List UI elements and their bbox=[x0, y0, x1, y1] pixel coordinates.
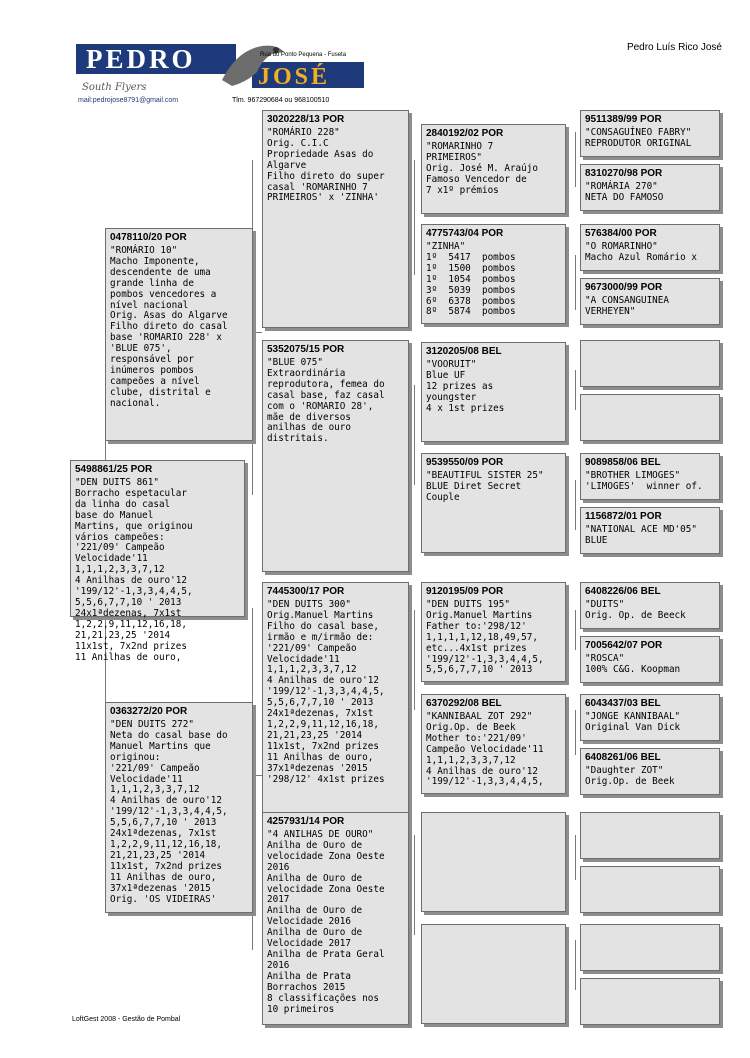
pedigree-empty bbox=[580, 978, 720, 1025]
pedigree-dam-sire bbox=[262, 582, 409, 817]
ring-number: 4257931/14 POR bbox=[267, 816, 345, 827]
connector-line bbox=[414, 160, 415, 275]
bird-description: "ROMÁRIO 228" Orig. C.I.C Propriedade Asas do Algarve Filho direto do super casal 'ROMARINHO 7 PRIMEIROS' x 'ZINHA' bbox=[267, 127, 385, 204]
ring-number: 5352075/15 POR bbox=[267, 344, 345, 355]
ring-number: 3120205/08 BEL bbox=[426, 346, 502, 357]
pedigree-dss bbox=[421, 582, 566, 682]
bird-description: "DEN DUITS 861" Borracho espetacular da linha do casal base do Manuel Martins, que originou vários campeões: '221/09' Campeão Velocidade'11 1,1,1,2,3,3,7,12 4 Anilhas de ouro'12 '199/12'-1,3,3,4,4,5, 5,5,6,7,7,10 ' 2013 24x1ªdezenas, 7x1st 1,2,2,9,11,12,16,18, 21,21,23,25 '2014 11x1st, 7x2nd prizes 11 Anilhas de ouro, bbox=[75, 477, 193, 663]
ring-number: 9089858/06 BEL bbox=[585, 457, 661, 468]
bird-description: "BLUE 075" Extraordinária reprodutora, femea do casal base, faz casal com o 'ROMARIO 28', mãe de diversos anilhas de ouro distritais. bbox=[267, 357, 385, 445]
pedigree-empty bbox=[580, 866, 720, 913]
ring-number: 2840192/02 POR bbox=[426, 128, 504, 139]
bird-description: "ROSCA" 100% C&G. Koopman bbox=[585, 653, 681, 675]
ring-number: 6370292/08 BEL bbox=[426, 698, 502, 709]
bird-description: "A CONSANGUINEA VERHEYEN" bbox=[585, 295, 669, 317]
connector-line bbox=[575, 835, 576, 880]
pedigree-empty bbox=[580, 812, 720, 859]
ring-number: 6408226/06 BEL bbox=[585, 586, 661, 597]
pedigree-ssss bbox=[580, 110, 720, 157]
pedigree-ssd bbox=[421, 224, 566, 324]
bird-description: "O ROMARINHO" Macho Azul Romário x bbox=[585, 241, 697, 263]
connector-line bbox=[575, 255, 576, 310]
pedigree-sire bbox=[105, 228, 253, 441]
ring-number: 0363272/20 POR bbox=[110, 706, 188, 717]
logo-name-top: PEDRO bbox=[86, 44, 196, 74]
pedigree-sire-sire bbox=[262, 110, 409, 328]
connector-line bbox=[414, 835, 415, 935]
pedigree-empty bbox=[421, 812, 566, 912]
bird-description: "VOORUIT" Blue UF 12 prizes as youngster 4 x 1st prizes bbox=[426, 359, 505, 414]
bird-description: "BROTHER LIMOGES" 'LIMOGES' winner of. bbox=[585, 470, 703, 492]
ring-number: 8310270/98 POR bbox=[585, 168, 663, 179]
pedigree-sire-dam bbox=[262, 340, 409, 572]
ring-number: 9539550/09 POR bbox=[426, 457, 504, 468]
pedigree-dsss bbox=[580, 582, 720, 629]
connector-line bbox=[575, 610, 576, 650]
bird-description: "NATIONAL ACE MD'05" BLUE bbox=[585, 524, 697, 546]
ring-number: 9120195/09 POR bbox=[426, 586, 504, 597]
bird-description: "DEN DUITS 272" Neta do casal base do Manuel Martins que originou: '221/09' Campeão Velocidade'11 1,1,1,2,3,3,7,12 4 Anilhas de ouro'12 '199/12'-1,3,3,4,4,5, 5,5,6,7,7,10 ' 2013 24x1ªdezenas, 7x1st 1,2,2,9,11,12,16,18, 21,21,23,25 '2014 11x1st, 7x2nd prizes 11 Anilhas de ouro, 37x1ªdezenas '2015 Orig. 'OS VIDEIRAS' bbox=[110, 719, 228, 905]
pedigree-dsd bbox=[421, 694, 566, 794]
bird-description: "ROMÁRIA 270" NETA DO FAMOSO bbox=[585, 181, 664, 203]
pedigree-subject bbox=[70, 460, 245, 663]
ring-number: 9673000/99 POR bbox=[585, 282, 663, 293]
logo-address: Rua do Ponto Pequena - Fuseta bbox=[260, 52, 347, 58]
pedigree-empty bbox=[421, 924, 566, 1024]
connector-line bbox=[575, 940, 576, 990]
bird-description: "CONSAGUÍNEO FABRY" REPRODUTOR ORIGINAL bbox=[585, 127, 692, 149]
bird-description: "BEAUTIFUL SISTER 25" BLUE Diret Secret Couple bbox=[426, 470, 544, 503]
pedigree-dssd bbox=[580, 636, 720, 683]
bird-description: "4 ANILHAS DE OURO" Anilha de Ouro de velocidade Zona Oeste 2016 Anilha de Ouro de velocidade Zona Oeste 2017 Anilha de Ouro de Velocidade 2016 Anilha de Ouro de Velocidade 2017 Anilha de Prata Geral 2016 Anilha de Prata Borrachos 2015 8 classificações nos 10 primeiros bbox=[267, 829, 385, 1015]
ring-number: 3020228/13 POR bbox=[267, 114, 345, 125]
ring-number: 6408261/06 BEL bbox=[585, 752, 661, 763]
connector-line bbox=[575, 710, 576, 755]
pedigree-sss bbox=[421, 124, 566, 214]
footer-text: LoftGest 2008 - Gestão de Pombal bbox=[72, 1016, 181, 1023]
loft-logo bbox=[72, 40, 372, 105]
connector-line bbox=[414, 610, 415, 710]
ring-number: 4775743/04 POR bbox=[426, 228, 504, 239]
logo-tagline: South Flyers bbox=[82, 82, 147, 93]
bird-description: "DEN DUITS 195" Orig.Manuel Martins Father to:'298/12' 1,1,1,1,12,18,49,57, etc...4x1st prizes '199/12'-1,3,3,4,4,5, 5,5,6,7,7,10 ' 2013 bbox=[426, 599, 544, 676]
ring-number: 9511389/99 POR bbox=[585, 114, 662, 125]
ring-number: 5498861/25 POR bbox=[75, 464, 153, 475]
bird-description: "ROMÁRIO 10" Macho Imponente, descendente de uma grande linha de pombos vencedores a nível nacional Orig. Asas do Algarve Filho direto do casal base 'ROMARIO 228' x 'BLUE 075', responsável por inúmeros pombos campeões a nível clube, distrital e nacional. bbox=[110, 245, 228, 409]
pedigree-dsdd bbox=[580, 748, 720, 795]
connector-line bbox=[575, 132, 576, 187]
pedigree-sdd bbox=[421, 453, 566, 553]
pedigree-sddd bbox=[580, 507, 720, 554]
pedigree-empty bbox=[580, 340, 720, 387]
pedigree-ssdd bbox=[580, 278, 720, 325]
pedigree-sssd bbox=[580, 164, 720, 211]
pedigree-sdds bbox=[580, 453, 720, 500]
bird-description: "JONGE KANNIBAAL" Original Van Dick bbox=[585, 711, 681, 733]
connector-line bbox=[414, 385, 415, 485]
pedigree-empty bbox=[580, 394, 720, 441]
connector-line bbox=[252, 775, 262, 776]
owner-name: Pedro Luís Rico José bbox=[626, 42, 722, 53]
pedigree-dsds bbox=[580, 694, 720, 741]
logo-phone: Tlm. 967290684 ou 968100510 bbox=[232, 97, 330, 104]
bird-description: "DEN DUITS 300" Orig.Manuel Martins Filho do casal base, irmão e m/irmão de: '221/09' Campeão Velocidade'11 1,1,1,2,3,3,7,12 4 Anilhas de ouro'12 '199/12'-1,3,3,4,4,5, 5,5,6,7,7,10 ' 2013 24x1ªdezenas, 7x1st 1,2,2,9,11,12,16,18, 21,21,23,25 '2014 11x1st, 7x2nd prizes 11 Anilhas de ouro, 37x1ªdezenas '2015 '298/12' 4x1st prizes bbox=[267, 599, 385, 785]
logo-name-bottom: JOSÉ bbox=[258, 64, 331, 90]
logo-email: mail:pedrojose8791@gmail.com bbox=[78, 97, 179, 104]
connector-line bbox=[575, 370, 576, 410]
ring-number: 1156872/01 POR bbox=[585, 511, 662, 522]
ring-number: 6043437/03 BEL bbox=[585, 698, 661, 709]
ring-number: 576384/00 POR bbox=[585, 228, 657, 239]
bird-description: "KANNIBAAL ZOT 292" Orig.Op. de Beek Mother to:'221/09' Campeão Velocidade'11 1,1,1,2,3,3,7,12 4 Anilhas de ouro'12 '199/12'-1,3,3,4,4,5, bbox=[426, 711, 544, 788]
connector-line bbox=[252, 332, 262, 333]
connector-line bbox=[575, 480, 576, 530]
pedigree-sds bbox=[421, 342, 566, 442]
pedigree-ssds bbox=[580, 224, 720, 271]
ring-number: 0478110/20 POR bbox=[110, 232, 187, 243]
bird-description: "ROMARINHO 7 PRIMEIROS" Orig. José M. Araújo Famoso Vencedor de 7 x1º prémios bbox=[426, 141, 538, 196]
ring-number: 7005642/07 POR bbox=[585, 640, 663, 651]
pedigree-dam bbox=[105, 702, 253, 913]
pedigree-dam-dam bbox=[262, 812, 409, 1025]
pedigree-empty bbox=[580, 924, 720, 971]
ring-number: 7445300/17 POR bbox=[267, 586, 345, 597]
bird-description: "ZINHA" 1º 5417 pombos 1º 1500 pombos 1º 1054 pombos 3º 5039 pombos 6º 6378 pombos 8º 5874 pombos bbox=[426, 241, 516, 318]
bird-description: "DUITS" Orig. Op. de Beeck bbox=[585, 599, 686, 621]
bird-description: "Daughter ZOT" Orig.Op. de Beek bbox=[585, 765, 675, 787]
